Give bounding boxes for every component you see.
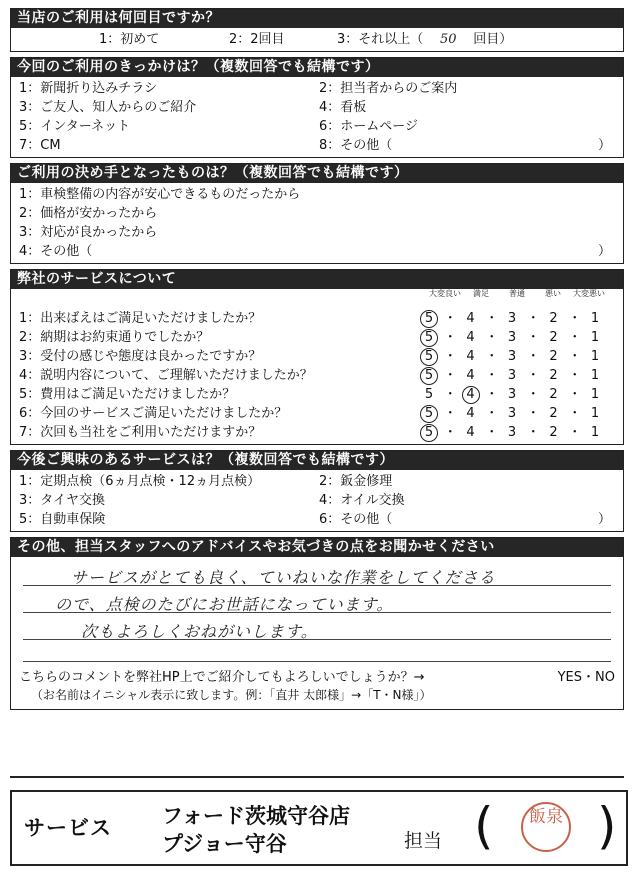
section-title: 当店のご利用は何回目ですか？ — [11, 9, 623, 28]
scale-dot: ・ — [485, 387, 499, 402]
option-homepage[interactable]: 6：ホームページ — [319, 119, 419, 134]
initials-note: （お名前はイニシャル表示に致します。例：「直井 太郎様」→「T・N様」） — [31, 688, 432, 702]
scale-dot: ・ — [526, 330, 540, 345]
option-car-insurance[interactable]: 5：自動車保険 — [19, 512, 106, 527]
paren-open: ( — [474, 797, 494, 855]
yes-option[interactable]: YES — [557, 670, 583, 685]
rating-scale — [419, 404, 607, 423]
rating-value[interactable]: 5 — [424, 387, 434, 402]
section-service-rating — [10, 269, 624, 445]
option-tire-change[interactable]: 3：タイヤ交換 — [19, 493, 106, 508]
scale-dot: ・ — [485, 311, 499, 326]
scale-label: 大変悪い — [573, 289, 605, 298]
rating-questions — [19, 309, 615, 442]
scale-dot: ・ — [443, 311, 457, 326]
rating-value[interactable]: 4 — [466, 311, 475, 326]
rating-question: 1：出来ばえはご満足いただけましたか？ — [19, 311, 262, 326]
option-second[interactable]: 2：2回目 — [229, 32, 285, 47]
scale-label: 普通 — [509, 289, 525, 298]
rating-value[interactable]: 2 — [549, 387, 558, 402]
rating-row — [19, 385, 615, 404]
rating-value[interactable]: 5 — [419, 347, 439, 366]
survey-form — [10, 8, 624, 715]
rating-value[interactable]: 3 — [507, 349, 517, 364]
rating-question: 6：今回のサービスご満足いただけましたか？ — [19, 406, 288, 421]
scale-dot: ・ — [568, 330, 582, 345]
rating-value[interactable]: 2 — [549, 368, 558, 383]
shop-name-peugeot: プジョー守谷 — [162, 832, 287, 856]
rating-value[interactable]: 4 — [466, 368, 475, 383]
option-oil-change[interactable]: 4：オイル交換 — [319, 493, 405, 508]
shop-name-ford: フォード茨城守谷店 — [162, 804, 350, 828]
scale-dot: ・ — [526, 368, 540, 383]
rating-value[interactable]: 1 — [590, 406, 600, 421]
staff-label: 担当 — [404, 830, 443, 852]
section-interest — [10, 450, 624, 532]
rating-value[interactable]: 5 — [419, 309, 439, 328]
comment-area[interactable] — [11, 557, 623, 662]
rating-row — [19, 366, 615, 385]
rating-value[interactable]: 3 — [507, 368, 517, 383]
rating-row — [19, 423, 615, 442]
option-bodywork[interactable]: 2：鈑金修理 — [319, 474, 393, 489]
service-label: サービス — [24, 816, 112, 840]
scale-dot: ・ — [526, 425, 540, 440]
scale-dot: ・ — [526, 387, 540, 402]
rating-question: 2：納期はお約束通りでしたか？ — [19, 330, 210, 345]
scale-label: 満足 — [473, 289, 489, 298]
rating-value[interactable]: 2 — [549, 330, 558, 345]
rating-row — [19, 309, 615, 328]
comment-line: サービスがとても良く、ていねいな作業をしてくださる — [71, 568, 496, 587]
rating-value[interactable]: 3 — [507, 387, 517, 402]
rating-value[interactable]: 5 — [419, 328, 439, 347]
rating-value[interactable]: 4 — [466, 330, 475, 345]
rating-value[interactable]: 3 — [507, 406, 517, 421]
scale-dot: ・ — [485, 349, 499, 364]
scale-dot: ・ — [485, 425, 499, 440]
scale-dot: ・ — [568, 311, 582, 326]
option-cm[interactable]: 7：CM — [19, 138, 61, 153]
rating-scale — [419, 328, 607, 347]
scale-dot: ・ — [443, 387, 457, 402]
section-trigger — [10, 57, 624, 158]
staff-footer — [10, 790, 628, 866]
paren-close: ） — [597, 138, 611, 153]
publish-question: こちらのコメントを弊社HP上でご紹介してもよろしいでしょうか？→ — [19, 670, 425, 685]
rating-row — [19, 404, 615, 423]
option-more[interactable]: 3：それ以上（ — [337, 32, 424, 47]
no-option[interactable]: NO — [595, 670, 615, 685]
rating-scale — [419, 309, 607, 328]
rating-value[interactable]: 2 — [549, 311, 558, 326]
rating-value[interactable]: 2 — [549, 406, 558, 421]
option-other[interactable]: 8：その他（ — [319, 138, 393, 153]
scale-dot: ・ — [568, 349, 582, 364]
rating-value[interactable]: 5 — [419, 423, 439, 442]
scale-dot: ・ — [568, 425, 582, 440]
section-deciding-factor — [10, 163, 624, 264]
rating-value[interactable]: 1 — [590, 330, 600, 345]
scale-dot: ・ — [526, 349, 540, 364]
paren-close: ） — [597, 512, 611, 527]
section-title: ご利用の決め手となったものは？（複数回答でも結構です） — [11, 164, 623, 183]
option-inspection-content[interactable]: 1：車検整備の内容が安心できるものだったから — [19, 187, 301, 202]
rating-value[interactable]: 2 — [549, 425, 558, 440]
rating-scale — [419, 366, 607, 385]
rating-value[interactable]: 4 — [466, 406, 475, 421]
rating-value[interactable]: 1 — [590, 387, 600, 402]
scale-dot: ・ — [485, 368, 499, 383]
rating-value[interactable]: 3 — [507, 330, 517, 345]
scale-dot: ・ — [443, 406, 457, 421]
rating-scale — [419, 385, 607, 404]
hanko-seal: 飯泉 — [521, 802, 571, 852]
paren-close: ) — [597, 797, 617, 855]
option-internet[interactable]: 5：インターネット — [19, 119, 131, 134]
visit-count-value: 50 — [440, 32, 457, 47]
option-first[interactable]: 1：初めて — [99, 32, 160, 47]
section-title: その他、担当スタッフへのアドバイスやお気づきの点をお聞かせください — [11, 538, 623, 557]
option-signboard[interactable]: 4：看板 — [319, 100, 367, 115]
rating-value[interactable]: 4 — [466, 349, 475, 364]
rating-row — [19, 328, 615, 347]
scale-dot: ・ — [568, 368, 582, 383]
scale-dot: ・ — [443, 368, 457, 383]
rating-row — [19, 347, 615, 366]
rating-question: 7：次回も当社をご利用いただけますか？ — [19, 425, 262, 440]
section-title: 今回のご利用のきっかけは？（複数回答でも結構です） — [11, 58, 623, 77]
rating-value[interactable]: 2 — [549, 349, 558, 364]
rating-value[interactable]: 1 — [590, 368, 600, 383]
rating-value[interactable]: 1 — [590, 311, 600, 326]
rating-value[interactable]: 5 — [419, 404, 439, 423]
section-title: 今後ご興味のあるサービスは？（複数回答でも結構です） — [11, 451, 623, 470]
rating-scale-header — [19, 289, 615, 309]
comment-line: ので、点検のたびにお世話になっています。 — [55, 595, 394, 614]
rating-value[interactable]: 5 — [419, 366, 439, 385]
option-price[interactable]: 2：価格が安かったから — [19, 206, 158, 221]
option-friend[interactable]: 3：ご友人、知人からのご紹介 — [19, 100, 197, 115]
rating-value[interactable]: 1 — [590, 349, 600, 364]
option-more-suffix: 回目） — [473, 32, 513, 47]
rating-value[interactable]: 3 — [507, 311, 517, 326]
option-periodic-inspection[interactable]: 1：定期点検（6ヵ月点検・12ヵ月点検） — [19, 474, 261, 489]
rating-question: 3：受付の感じや態度は良かったですか？ — [19, 349, 262, 364]
section-title: 弊社のサービスについて — [11, 270, 623, 289]
rating-question: 5：費用はご満足いただけましたか？ — [19, 387, 236, 402]
rating-value[interactable]: 1 — [590, 425, 600, 440]
scale-label: 悪い — [545, 289, 561, 298]
comment-line: 次もよろしくおねがいします。 — [81, 622, 318, 641]
section-comments — [10, 537, 624, 710]
scale-dot: ・ — [568, 387, 582, 402]
rating-value[interactable]: 3 — [507, 425, 517, 440]
option-other[interactable]: 6：その他（ — [319, 512, 393, 527]
scale-dot: ・ — [443, 425, 457, 440]
scale-dot: ・ — [443, 330, 457, 345]
scale-dot: ・ — [443, 349, 457, 364]
option-service-attitude[interactable]: 3：対応が良かったから — [19, 225, 158, 240]
scale-dot: ・ — [485, 330, 499, 345]
option-flyer[interactable]: 1：新聞折り込みチラシ — [19, 81, 158, 96]
scale-dot: ・ — [526, 406, 540, 421]
option-staff-guide[interactable]: 2：担当者からのご案内 — [319, 81, 458, 96]
scale-dot: ・ — [485, 406, 499, 421]
paren-close: ） — [597, 244, 611, 259]
publish-choice: YES・NO — [557, 670, 615, 685]
scale-dot: ・ — [568, 406, 582, 421]
rating-scale — [419, 347, 607, 366]
section-visit-count — [10, 8, 624, 52]
rating-value[interactable]: 4 — [461, 385, 481, 404]
scale-dot: ・ — [526, 311, 540, 326]
divider — [10, 776, 624, 778]
scale-label: 大変良い — [429, 289, 461, 298]
rating-scale — [419, 423, 607, 442]
rating-question: 4：説明内容について、ご理解いただけましたか？ — [19, 368, 313, 383]
rating-value[interactable]: 4 — [466, 425, 475, 440]
option-other[interactable]: 4：その他（ — [19, 244, 93, 259]
